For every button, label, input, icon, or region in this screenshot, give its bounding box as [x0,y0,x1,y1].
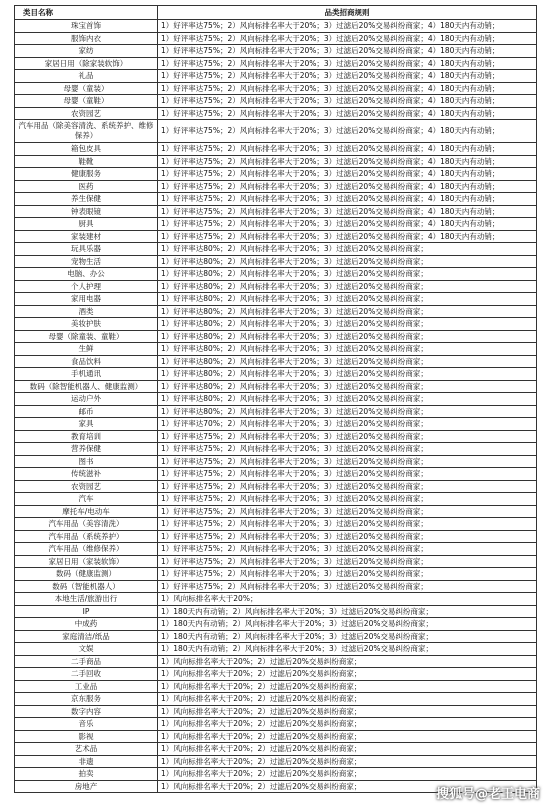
category-cell: 家用电器 [15,293,158,306]
table-row [15,57,537,70]
category-cell: 生鲜 [15,343,158,356]
rule-cell: 1）风向标排名率大于20%；2）过滤后20%交易纠纷商家； [158,768,537,781]
rule-cell: 1）好评率达75%；2）风向标排名率大于20%；3）过滤后20%交易纠纷商家；4）180天内有动销； [158,32,537,45]
table-row [15,643,537,656]
rule-cell: 1）好评率达75%；2）风向标排名率大于20%；3）过滤后20%交易纠纷商家； [158,468,537,481]
rule-cell: 1）好评率达75%；2）风向标排名率大于20%；3）过滤后20%交易纠纷商家； [158,505,537,518]
table-row [15,405,537,418]
table-row [15,443,537,456]
table-row [15,743,537,756]
header-category: 类目名称 [15,6,158,20]
rule-cell: 1）好评率达75%；2）风向标排名率大于20%；3）过滤后20%交易纠纷商家；4）180天内有动销； [158,45,537,58]
category-cell: 鞋靴 [15,155,158,168]
table-row [15,680,537,693]
category-cell: 数码（除智能机器人、健康监测） [15,380,158,393]
category-cell: 汽车用品（系统养护） [15,530,158,543]
category-cell: 美妆护肤 [15,318,158,331]
category-cell: 数码（健康监测） [15,568,158,581]
category-cell: 影视 [15,730,158,743]
table-row [15,293,537,306]
table-row [15,180,537,193]
table-row [15,193,537,206]
rule-cell: 1）好评率达80%；2）风向标排名率大于20%；3）过滤后20%交易纠纷商家； [158,243,537,256]
table-row [15,155,537,168]
rule-cell: 1）风向标排名率大于20%；2）过滤后20%交易纠纷商家； [158,680,537,693]
category-cell: 艺术品 [15,743,158,756]
table-row [15,32,537,45]
table-row [15,693,537,706]
rule-cell: 1）好评率达75%；2）风向标排名率大于20%；3）过滤后20%交易纠纷商家； [158,455,537,468]
table-row [15,655,537,668]
category-rules-table [14,5,537,793]
rule-cell: 1）好评率达75%；2）风向标排名率大于20%；3）过滤后20%交易纠纷商家；4）180天内有动销； [158,57,537,70]
rule-cell: 1）好评率达80%；2）风向标排名率大于20%；3）过滤后20%交易纠纷商家； [158,393,537,406]
category-cell: 养生保健 [15,193,158,206]
rule-cell: 1）好评率达80%；2）风向标排名率大于20%；3）过滤后20%交易纠纷商家； [158,293,537,306]
table-row [15,543,537,556]
rule-cell: 1）好评率达75%；2）风向标排名率大于20%；3）过滤后20%交易纠纷商家；4）180天内有动销； [158,205,537,218]
category-cell: 农资园艺 [15,480,158,493]
table-row [15,368,537,381]
category-cell: 汽车用品（美容清洗） [15,518,158,531]
table-row [15,705,537,718]
category-cell: 二手回收 [15,668,158,681]
rule-cell: 1）风向标排名率大于20%；2）过滤后20%交易纠纷商家； [158,730,537,743]
rule-cell: 1）好评率达75%；2）风向标排名率大于20%；3）过滤后20%交易纠纷商家；4）180天内有动销； [158,168,537,181]
rule-cell: 1）好评率达80%；2）风向标排名率大于20%；3）过滤后20%交易纠纷商家； [158,305,537,318]
table-row [15,518,537,531]
category-cell: 邮币 [15,405,158,418]
table-row [15,280,537,293]
rule-cell: 1）风向标排名率大于20%； [158,593,537,606]
rule-cell: 1）风向标排名率大于20%；2）过滤后20%交易纠纷商家； [158,718,537,731]
rule-cell: 1）好评率达75%；2）风向标排名率大于20%；3）过滤后20%交易纠纷商家；4）180天内有动销； [158,155,537,168]
watermark: 搜狐号@老王电商 [435,787,540,802]
category-cell: 非遗 [15,755,158,768]
category-cell: 玩具乐器 [15,243,158,256]
rule-cell: 1）好评率达75%；2）风向标排名率大于20%；3）过滤后20%交易纠纷商家；4）180天内有动销； [158,143,537,156]
category-cell: 教育培训 [15,430,158,443]
rule-cell: 1）好评率达80%；2）风向标排名率大于20%；3）过滤后20%交易纠纷商家； [158,255,537,268]
rule-cell: 1）风向标排名率大于20%；2）过滤后20%交易纠纷商家； [158,743,537,756]
category-cell: 本地生活/旅游出行 [15,593,158,606]
category-cell: 电脑、办公 [15,268,158,281]
category-cell: 手机通讯 [15,368,158,381]
category-cell: 营养保健 [15,443,158,456]
category-cell: 中成药 [15,618,158,631]
table-row [15,418,537,431]
table-body [15,20,537,793]
category-cell: 家装建材 [15,230,158,243]
table-row [15,768,537,781]
table-row [15,430,537,443]
category-cell: 数字内容 [15,705,158,718]
category-cell: 数码（智能机器人） [15,580,158,593]
category-cell: 音乐 [15,718,158,731]
table-row [15,605,537,618]
category-cell: 汽车用品（除美容清洗、系统养护、维修保养） [15,120,158,143]
rule-cell: 1）好评率达75%；2）风向标排名率大于20%；3）过滤后20%交易纠纷商家；4）180天内有动销； [158,180,537,193]
rule-cell: 1）风向标排名率大于20%；2）过滤后20%交易纠纷商家； [158,655,537,668]
table-row [15,555,537,568]
table-row [15,730,537,743]
category-cell: 家具 [15,418,158,431]
category-cell: 食品饮料 [15,355,158,368]
table-row [15,505,537,518]
rule-cell: 1）好评率达75%；2）风向标排名率大于20%；3）过滤后20%交易纠纷商家； [158,543,537,556]
category-cell: 家庭清洁/纸品 [15,630,158,643]
table-header-row [15,6,537,20]
table-row [15,120,537,143]
category-cell: 母婴（童装） [15,82,158,95]
table-row [15,493,537,506]
table-row [15,20,537,33]
table-row [15,343,537,356]
table-row [15,143,537,156]
rule-cell: 1）好评率达75%；2）风向标排名率大于20%；3）过滤后20%交易纠纷商家； [158,518,537,531]
table-row [15,205,537,218]
table-row [15,593,537,606]
rule-cell: 1）风向标排名率大于20%；2）过滤后20%交易纠纷商家； [158,668,537,681]
category-cell: 母婴（童鞋） [15,95,158,108]
rule-cell: 1）风向标排名率大于20%；2）过滤后20%交易纠纷商家； [158,705,537,718]
rule-cell: 1）好评率达75%；2）风向标排名率大于20%；3）过滤后20%交易纠纷商家；4）180天内有动销； [158,230,537,243]
rule-cell: 1）风向标排名率大于20%；2）过滤后20%交易纠纷商家； [158,755,537,768]
table-row [15,530,537,543]
table-row [15,255,537,268]
rule-cell: 1）好评率达75%；2）风向标排名率大于20%；3）过滤后20%交易纠纷商家； [158,568,537,581]
category-cell: 钟表眼镜 [15,205,158,218]
rule-cell: 1）好评率达75%；2）风向标排名率大于20%；3）过滤后20%交易纠纷商家；4）180天内有动销； [158,82,537,95]
rule-cell: 1）好评率达75%；2）风向标排名率大于20%；3）过滤后20%交易纠纷商家； [158,530,537,543]
category-cell: IP [15,605,158,618]
table-row [15,480,537,493]
rule-cell: 1）180天内有动销；2）风向标排名率大于20%；3）过滤后20%交易纠纷商家； [158,605,537,618]
category-cell: 房地产 [15,780,158,793]
rule-cell: 1）好评率达75%；2）风向标排名率大于20%；3）过滤后20%交易纠纷商家； [158,580,537,593]
table-row [15,718,537,731]
rule-cell: 1）风向标排名率大于20%；2）过滤后20%交易纠纷商家； [158,693,537,706]
rule-cell: 1）好评率达75%；2）风向标排名率大于20%；3）过滤后20%交易纠纷商家； [158,430,537,443]
table-row [15,630,537,643]
rule-cell: 1）好评率达75%；2）风向标排名率大于20%；3）过滤后20%交易纠纷商家； [158,480,537,493]
category-cell: 箱包皮具 [15,143,158,156]
header-rule: 品类招商规则 [158,6,537,20]
category-cell: 京东服务 [15,693,158,706]
category-cell: 传统滋补 [15,468,158,481]
table-row [15,468,537,481]
category-cell: 摩托车/电动车 [15,505,158,518]
category-cell: 汽车 [15,493,158,506]
category-cell: 拍卖 [15,768,158,781]
rule-cell: 1）好评率达75%；2）风向标排名率大于20%；3）过滤后20%交易纠纷商家；4）180天内有动销； [158,193,537,206]
category-cell: 家居日用（家装软饰） [15,555,158,568]
table-row [15,82,537,95]
table-row [15,618,537,631]
table-row [15,318,537,331]
category-cell: 图书 [15,455,158,468]
category-cell: 宠物生活 [15,255,158,268]
rule-cell: 1）风向标排名率大于20%；2）过滤后20%交易纠纷商家； [158,780,537,793]
category-cell: 母婴（除童装、童鞋） [15,330,158,343]
table-row [15,755,537,768]
category-cell: 工业品 [15,680,158,693]
rule-cell: 1）好评率达75%；2）风向标排名率大于20%；3）过滤后20%交易纠纷商家； [158,493,537,506]
category-cell: 家居日用（除家装软饰） [15,57,158,70]
rule-cell: 1）180天内有动销；2）风向标排名率大于20%；3）过滤后20%交易纠纷商家； [158,643,537,656]
table-row [15,305,537,318]
table-row [15,393,537,406]
rule-cell: 1）好评率达80%；2）风向标排名率大于20%；3）过滤后20%交易纠纷商家； [158,318,537,331]
rule-cell: 1）180天内有动销；2）风向标排名率大于20%；3）过滤后20%交易纠纷商家； [158,630,537,643]
rule-cell: 1）好评率达75%；2）风向标排名率大于20%；3）过滤后20%交易纠纷商家； [158,443,537,456]
table-row [15,107,537,120]
table-row [15,168,537,181]
table-row [15,95,537,108]
rule-cell: 1）好评率达80%；2）风向标排名率大于20%；3）过滤后20%交易纠纷商家； [158,405,537,418]
category-cell: 运动户外 [15,393,158,406]
category-cell: 酒类 [15,305,158,318]
table-row [15,218,537,231]
table-row [15,380,537,393]
rule-cell: 1）好评率达80%；2）风向标排名率大于20%；3）过滤后20%交易纠纷商家； [158,330,537,343]
table-row [15,268,537,281]
category-cell: 家纺 [15,45,158,58]
rule-cell: 1）好评率达75%；2）风向标排名率大于20%；3）过滤后20%交易纠纷商家；4）180天内有动销； [158,20,537,33]
table-row [15,568,537,581]
table-row [15,330,537,343]
table-row [15,230,537,243]
category-cell: 健康服务 [15,168,158,181]
category-cell: 农资园艺 [15,107,158,120]
rule-cell: 1）好评率达80%；2）风向标排名率大于20%；3）过滤后20%交易纠纷商家； [158,355,537,368]
table-row [15,70,537,83]
category-cell: 礼品 [15,70,158,83]
rule-cell: 1）好评率达75%；2）风向标排名率大于20%；3）过滤后20%交易纠纷商家；4）180天内有动销； [158,120,537,143]
rule-cell: 1）好评率达80%；2）风向标排名率大于20%；3）过滤后20%交易纠纷商家； [158,343,537,356]
table-row [15,45,537,58]
table-row [15,580,537,593]
rule-cell: 1）好评率达75%；2）风向标排名率大于20%；3）过滤后20%交易纠纷商家；4）180天内有动销； [158,95,537,108]
rule-cell: 1）好评率达70%；2）风向标排名率大于20%；3）过滤后20%交易纠纷商家； [158,418,537,431]
table-row [15,668,537,681]
rule-cell: 1）好评率达75%；2）风向标排名率大于20%；3）过滤后20%交易纠纷商家；4）180天内有动销； [158,70,537,83]
table-row [15,243,537,256]
rule-cell: 1）好评率达80%；2）风向标排名率大于20%；3）过滤后20%交易纠纷商家； [158,380,537,393]
rule-cell: 1）好评率达80%；2）风向标排名率大于20%；3）过滤后20%交易纠纷商家； [158,268,537,281]
rule-cell: 1）好评率达75%；2）风向标排名率大于20%；3）过滤后20%交易纠纷商家；4）180天内有动销； [158,107,537,120]
rule-cell: 1）好评率达75%；2）风向标排名率大于20%；3）过滤后20%交易纠纷商家；4）180天内有动销； [158,218,537,231]
category-cell: 二手商品 [15,655,158,668]
category-cell: 厨具 [15,218,158,231]
rule-cell: 1）好评率达80%；2）风向标排名率大于20%；3）过滤后20%交易纠纷商家； [158,368,537,381]
category-cell: 医药 [15,180,158,193]
rule-cell: 1）好评率达80%；2）风向标排名率大于20%；3）过滤后20%交易纠纷商家； [158,280,537,293]
category-cell: 珠宝首饰 [15,20,158,33]
category-cell: 文娱 [15,643,158,656]
table-row [15,455,537,468]
category-cell: 汽车用品（维修保养） [15,543,158,556]
category-cell: 服饰内衣 [15,32,158,45]
rule-cell: 1）180天内有动销；2）风向标排名率大于20%；3）过滤后20%交易纠纷商家； [158,618,537,631]
category-cell: 个人护理 [15,280,158,293]
table-row [15,355,537,368]
rule-cell: 1）好评率达75%；2）风向标排名率大于20%；3）过滤后20%交易纠纷商家； [158,555,537,568]
